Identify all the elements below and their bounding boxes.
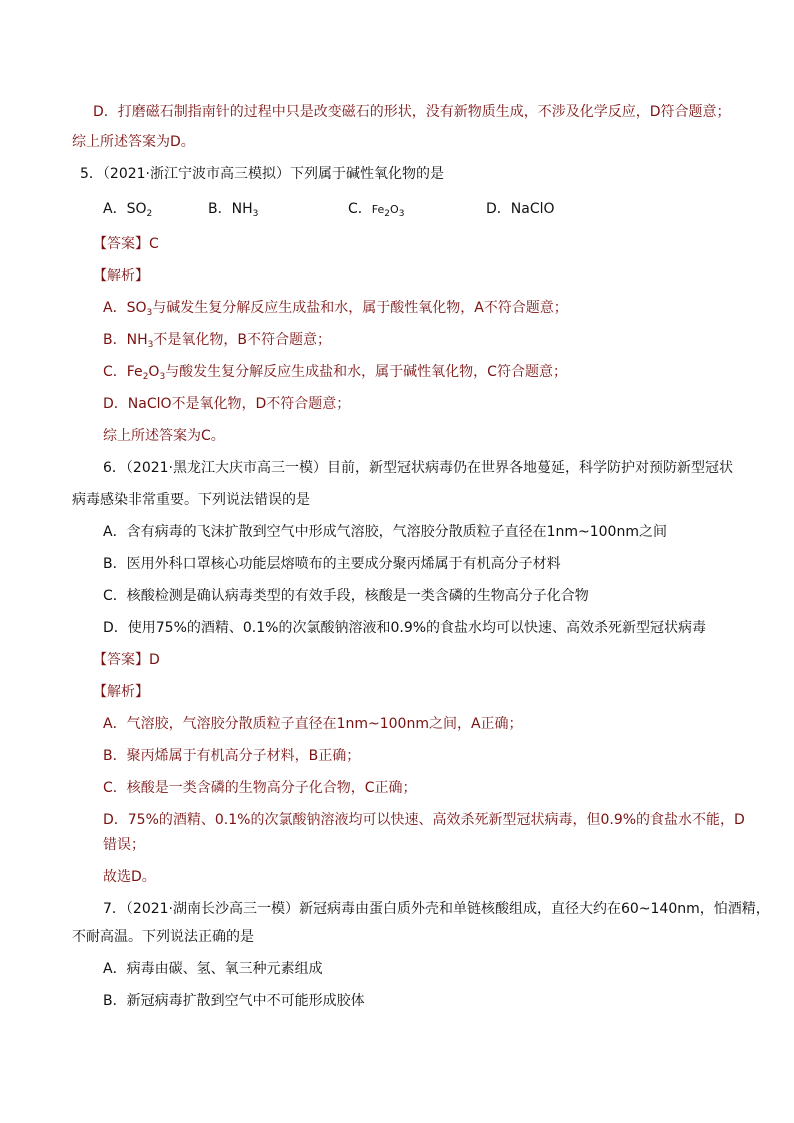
q6-stem-line2: 病毒感染非常重要。下列说法错误的是: [72, 492, 310, 508]
q5-stem: 5．（2021·浙江宁波市高三模拟）下列属于碱性氧化物的是: [80, 166, 444, 182]
q5-analysis-a: A．$SO_3$与碱发生复分解反应生成盐和水，属于酸性氧化物，A不符合题意；: [103, 300, 568, 318]
q6-analysis-a: A．气溶胶，气溶胶分散质粒子直径在1nm~100nm之间，A正确；: [103, 716, 523, 732]
q5-analysis-tag: 【解析】: [93, 268, 149, 284]
q7-option-a: A．病毒由碳、氢、氧三种元素组成: [103, 961, 323, 977]
q6-analysis-d: D．75%的酒精、0.1%的次氯酸钠溶液均可以快速、高效杀死新型冠状病毒，但0.9%的食盐水不能，D: [103, 812, 745, 828]
q6-answer: 【答案】D: [93, 652, 160, 668]
q5-summary: 综上所述答案为C。: [103, 428, 225, 444]
q5-options: [103, 199, 703, 223]
q5-option-a: A．$SO_2$: [103, 201, 153, 219]
q6-stem-line1: 6．（2021·黑龙江大庆市高三一模）目前，新型冠状病毒仍在世界各地蔓延，科学防护对预防新型冠状: [103, 460, 733, 476]
q6-option-c: C．核酸检测是确认病毒类型的有效手段，核酸是一类含磷的生物高分子化合物: [103, 588, 589, 604]
q6-option-b: B．医用外科口罩核心功能层熔喷布的主要成分聚丙烯属于有机高分子材料: [103, 556, 561, 572]
q6-analysis-c: C．核酸是一类含磷的生物高分子化合物，C正确；: [103, 780, 417, 796]
q5-option-b: B．$NH_3$: [208, 201, 259, 219]
q6-analysis-d-continued: 错误；: [103, 837, 145, 853]
prev-option-d-explanation: D．打磨磁石制指南针的过程中只是改变磁石的形状，没有新物质生成，不涉及化学反应，D符合题意；: [93, 104, 731, 120]
q6-option-d: D．使用75%的酒精、0.1%的次氯酸钠溶液和0.9%的食盐水均可以快速、高效杀死新型冠状病毒: [103, 620, 707, 636]
q6-analysis-b: B．聚丙烯属于有机高分子材料，B正确；: [103, 748, 361, 764]
q7-option-b: B．新冠病毒扩散到空气中不可能形成胶体: [103, 993, 365, 1009]
q5-option-d: D．NaClO: [486, 201, 555, 217]
q5-analysis-c: C．$Fe_2O_3$与酸发生复分解反应生成盐和水，属于碱性氧化物，C符合题意；: [103, 364, 567, 382]
q7-stem-line2: 不耐高温。下列说法正确的是: [72, 929, 254, 945]
q6-summary: 故选D。: [103, 869, 156, 885]
q5-analysis-b: B．$NH_3$不是氧化物，B不符合题意；: [103, 332, 331, 350]
q5-answer: 【答案】C: [93, 236, 159, 252]
q5-analysis-d: D．NaClO不是氧化物，D不符合题意；: [103, 396, 351, 412]
q7-stem-line1: 7．（2021·湖南长沙高三一模）新冠病毒由蛋白质外壳和单链核酸组成，直径大约在60~140nm，怕酒精，: [103, 901, 770, 917]
q6-analysis-tag: 【解析】: [93, 684, 149, 700]
q6-option-a: A．含有病毒的飞沫扩散到空气中形成气溶胶，气溶胶分散质粒子直径在1nm~100nm之间: [103, 524, 667, 540]
q5-option-c: C．$Fe_2O_3$: [348, 201, 405, 219]
prev-summary: 综上所述答案为D。: [72, 134, 195, 150]
